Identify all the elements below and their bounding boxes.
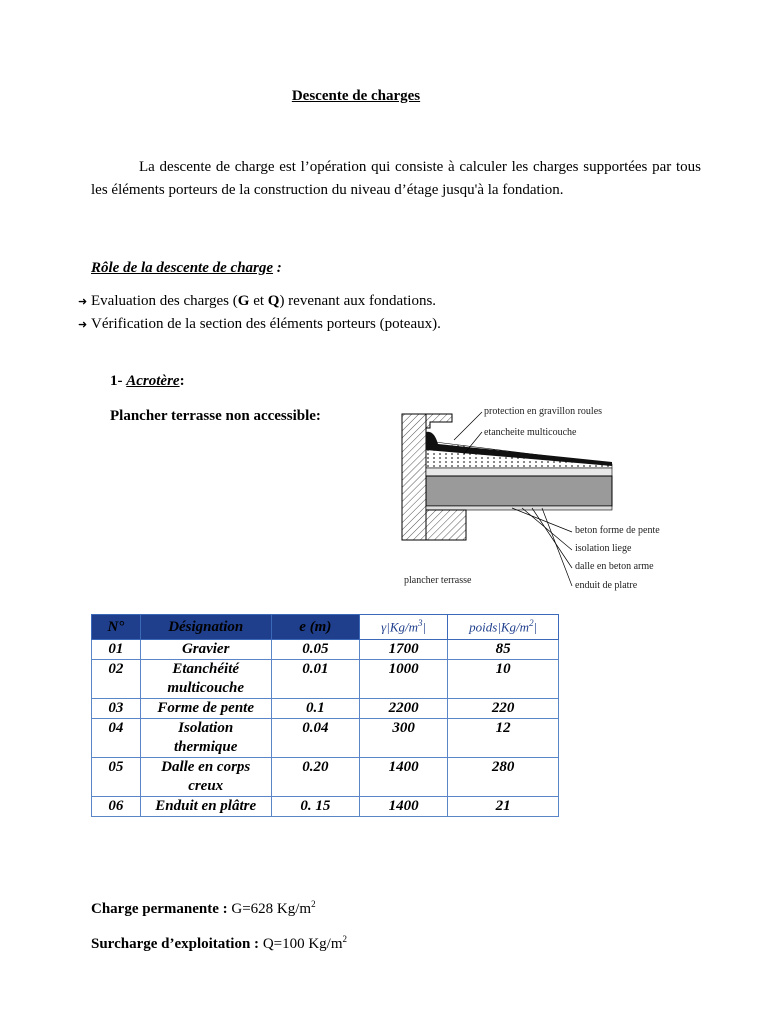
cell-designation: Isolation thermique <box>140 719 271 758</box>
cell-weight: 85 <box>448 640 559 660</box>
cell-thickness: 0.05 <box>271 640 359 660</box>
header-thickness: e (m) <box>271 615 359 640</box>
permanent-load-label: Charge permanente : <box>91 901 228 917</box>
label-plancher-terrasse: plancher terrasse <box>404 575 472 586</box>
arrow-down-icon: ➜ <box>78 296 88 308</box>
cell-thickness: 0.04 <box>271 719 359 758</box>
permanent-load <box>91 899 316 918</box>
label-gravel: protection en gravillon roules <box>484 406 603 417</box>
cell-designation: Gravier <box>140 640 271 660</box>
cell-weight: 10 <box>448 660 559 699</box>
role-heading <box>91 260 282 277</box>
table-row <box>92 640 559 660</box>
header-number: N° <box>92 615 141 640</box>
cell-number: 02 <box>92 660 141 699</box>
table-row <box>92 699 559 719</box>
live-load <box>91 934 347 953</box>
bullet-1-text: Evaluation des charges (G et Q) revenant aux fondations. <box>91 293 437 309</box>
terrace-section-diagram <box>372 404 702 594</box>
leader-5 <box>532 508 572 568</box>
cell-thickness: 0.1 <box>271 699 359 719</box>
header-density: $\gamma|Kg/m^3|$ <box>359 615 447 640</box>
label-insulation: isolation liege <box>575 543 632 554</box>
cell-weight: 12 <box>448 719 559 758</box>
role-heading-label: Rôle de la descente de charge <box>91 260 274 276</box>
cell-number: 04 <box>92 719 141 758</box>
live-load-label: Surcharge d’exploitation : <box>91 936 260 952</box>
cell-number: 03 <box>92 699 141 719</box>
beam <box>426 510 466 540</box>
cell-density: 1700 <box>359 640 447 660</box>
cell-designation: Enduit en plâtre <box>140 797 271 817</box>
slab-layer <box>426 476 612 506</box>
plaster-layer <box>426 506 612 510</box>
cell-weight: 21 <box>448 797 559 817</box>
page-title: Descente de charges <box>291 88 421 104</box>
section-suffix: : <box>179 373 185 389</box>
label-waterproofing: etancheite multicouche <box>484 427 577 438</box>
section-label: Acrotère <box>126 373 180 389</box>
cell-thickness: 0.01 <box>271 660 359 699</box>
cell-density: 1400 <box>359 758 447 797</box>
parapet-wall <box>402 414 426 540</box>
label-slab: dalle en beton arme <box>575 561 654 572</box>
live-load-value: Q=100 Kg/m <box>259 936 343 952</box>
cell-density: 2200 <box>359 699 447 719</box>
cell-designation: Forme de pente <box>140 699 271 719</box>
cell-designation: Etanchéité multicouche <box>140 660 271 699</box>
plancher-heading: Plancher terrasse non accessible: <box>110 408 321 424</box>
intro-paragraph: La descente de charge est l’opération qui consiste à calculer les charges supportées par tous les éléments porteurs de la construction du niveau d’étage jusqu'à la fondation. <box>91 159 701 198</box>
cell-weight: 280 <box>448 758 559 797</box>
role-heading-suffix: : <box>273 260 282 276</box>
header-designation: Désignation <box>140 615 271 640</box>
section-number: 1- <box>110 373 123 389</box>
cell-number: 06 <box>92 797 141 817</box>
bullet-2-text: Vérification de la section des éléments porteurs (poteaux). <box>91 316 441 332</box>
table-header-row <box>92 615 559 640</box>
permanent-load-exp: 2 <box>311 899 316 909</box>
slope-layer <box>426 468 612 476</box>
table-row <box>92 797 559 817</box>
cell-weight: 220 <box>448 699 559 719</box>
loads-table <box>91 614 559 817</box>
cell-number: 05 <box>92 758 141 797</box>
leader-1 <box>454 412 482 440</box>
arrow-down-icon: ➜ <box>78 319 88 331</box>
label-slope: beton forme de pente <box>575 525 660 536</box>
bullet-item-1 <box>78 293 436 310</box>
cell-designation: Dalle en corps creux <box>140 758 271 797</box>
table-row <box>92 660 559 699</box>
live-load-exp: 2 <box>342 934 348 944</box>
header-weight: $poids|Kg/m^2|$ <box>448 615 559 640</box>
cell-number: 01 <box>92 640 141 660</box>
cell-thickness: 0.20 <box>271 758 359 797</box>
cell-density: 1000 <box>359 660 447 699</box>
permanent-load-value: G=628 Kg/m <box>227 901 312 917</box>
leader-3 <box>512 508 572 532</box>
bullet-item-2 <box>78 316 441 333</box>
label-plaster: enduit de platre <box>575 580 638 591</box>
section-heading <box>110 373 185 390</box>
leader-6 <box>542 508 572 586</box>
cell-density: 1400 <box>359 797 447 817</box>
cell-thickness: 0. 15 <box>271 797 359 817</box>
table-row <box>92 719 559 758</box>
cell-density: 300 <box>359 719 447 758</box>
table-row <box>92 758 559 797</box>
